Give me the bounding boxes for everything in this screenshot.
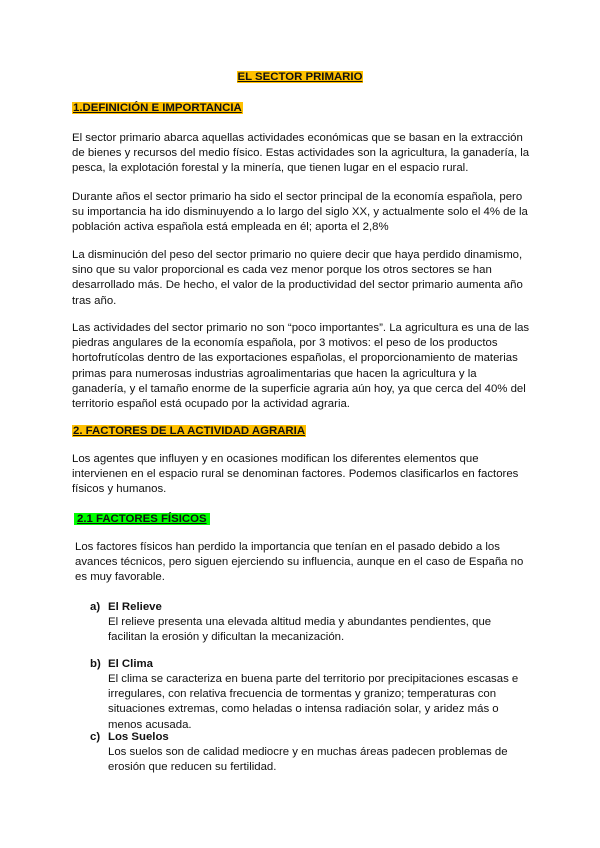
list-item-title: El Relieve <box>108 601 162 613</box>
document-title-text: EL SECTOR PRIMARIO <box>237 71 363 83</box>
list-marker: b) <box>90 658 101 670</box>
list-item-text: El clima se caracteriza en buena parte del territorio por precipitaciones escasas e irregulares, con relativa frecuencia de tormentas y granizo; temperaturas con situaciones extremas, como heladas o intensa radiación solar, y aridez más o menos acusada. <box>108 673 519 731</box>
document-title <box>0 70 600 85</box>
section-2-1-paragraph: Los factores físicos han perdido la importancia que tenían en el pasado debido a los avances técnicos, pero siguen ejerciendo su influencia, aunque en el caso de España no es muy favorable. <box>75 541 524 584</box>
list-item-text: Los suelos son de calidad mediocre y en muchas áreas padecen problemas de erosión que reducen su fertilidad. <box>108 746 508 774</box>
section-1-paragraph-4: Las actividades del sector primario no son “poco importantes”. La agricultura es una de las piedras angulares de la economía española, por 3 motivos: el peso de los productos hortofrutícolas dentro de las exportaciones españolas, el proporcionamiento de materias primas para numerosas industrias agroalimentarias que hacen la agricultura y la ganadería, y el tamaño enorme de la superficie agraria aún hoy, ya que cerca del 40% del territorio español está ocupado por la actividad agraria. <box>72 322 530 411</box>
list-marker: c) <box>90 731 101 743</box>
section-2-heading: 2. FACTORES DE LA ACTIVIDAD AGRARIA <box>73 425 306 437</box>
list-item-title: Los Suelos <box>108 731 169 743</box>
list-item-text: El relieve presenta una elevada altitud media y abundantes pendientes, que facilitan la erosión y dificultan la mecanización. <box>108 616 492 644</box>
section-1-paragraph-2: Durante años el sector primario ha sido el sector principal de la economía española, pero su importancia ha ido disminuyendo a lo largo del siglo XX, y actualmente solo el 4% de la población activa española está empleada en él; aporta el 2,8% <box>72 191 528 234</box>
section-1-heading: 1.DEFINICIÓN E IMPORTANCIA <box>73 102 242 114</box>
list-item-title: El Clima <box>108 658 153 670</box>
section-2-1-heading: 2.1 FACTORES FÍSICOS <box>74 512 534 527</box>
section-1-paragraph-1: El sector primario abarca aquellas actividades económicas que se basan en la extracción de bienes y recursos del medio físico. Estas actividades son la agricultura, la ganadería, la pesca, la explotación forestal y la minería, que tienen lugar en el espacio rural. <box>72 132 530 175</box>
section-2-paragraph: Los agentes que influyen y en ocasiones modifican los diferentes elementos que intervienen en el espacio rural se denominan factores. Podemos clasificarlos en factores físicos y humanos. <box>72 453 519 496</box>
list-marker: a) <box>90 601 101 613</box>
section-1-paragraph-3: La disminución del peso del sector primario no quiere decir que haya perdido dinamismo, sino que su valor proporcional es cada vez menor porque los otros sectores se han desarrollado más. De hecho, el valor de la productividad del sector primario aumenta año tras año. <box>72 249 523 307</box>
